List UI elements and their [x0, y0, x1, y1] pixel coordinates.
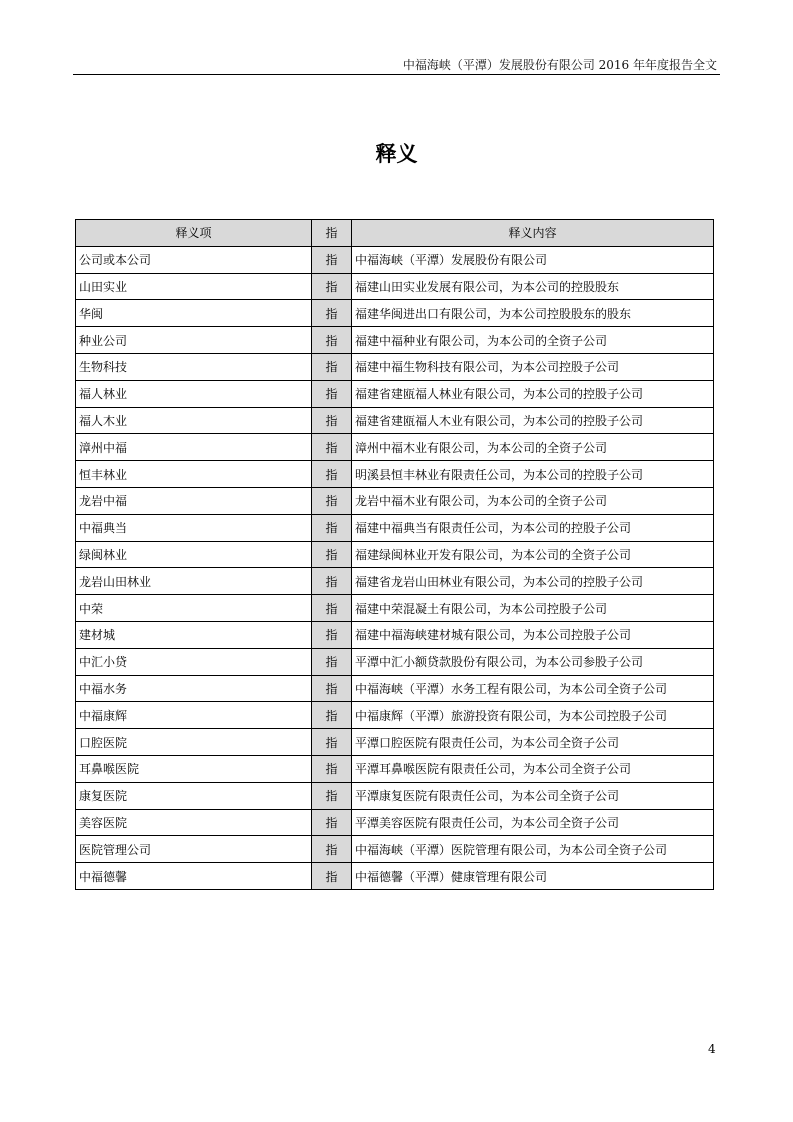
- term-cell: 漳州中福: [76, 434, 312, 461]
- term-cell: 中福典当: [76, 514, 312, 541]
- ref-cell: 指: [312, 809, 352, 836]
- term-cell: 美容医院: [76, 809, 312, 836]
- header-divider: [73, 74, 720, 75]
- definitions-table: [75, 219, 714, 890]
- ref-cell: 指: [312, 782, 352, 809]
- definition-cell: 福建中荣混凝土有限公司，为本公司控股子公司: [352, 595, 714, 622]
- ref-cell: 指: [312, 568, 352, 595]
- term-cell: 华闽: [76, 300, 312, 327]
- header-ref: 指: [312, 220, 352, 247]
- term-cell: 山田实业: [76, 273, 312, 300]
- term-cell: 康复医院: [76, 782, 312, 809]
- term-cell: 口腔医院: [76, 729, 312, 756]
- ref-cell: 指: [312, 702, 352, 729]
- definition-cell: 中福海峡（平潭）医院管理有限公司，为本公司全资子公司: [352, 836, 714, 863]
- term-cell: 建材城: [76, 621, 312, 648]
- table-row: [76, 863, 714, 890]
- ref-cell: 指: [312, 755, 352, 782]
- term-cell: 福人木业: [76, 407, 312, 434]
- term-cell: 中福康辉: [76, 702, 312, 729]
- table-row: [76, 434, 714, 461]
- ref-cell: 指: [312, 621, 352, 648]
- term-cell: 生物科技: [76, 353, 312, 380]
- definition-cell: 福建山田实业发展有限公司，为本公司的控股股东: [352, 273, 714, 300]
- term-cell: 中荣: [76, 595, 312, 622]
- table-row: [76, 782, 714, 809]
- table-row: [76, 514, 714, 541]
- definition-cell: 龙岩中福木业有限公司，为本公司的全资子公司: [352, 487, 714, 514]
- definition-cell: 福建华闽进出口有限公司，为本公司控股股东的股东: [352, 300, 714, 327]
- ref-cell: 指: [312, 380, 352, 407]
- ref-cell: 指: [312, 729, 352, 756]
- definition-cell: 平潭耳鼻喉医院有限责任公司，为本公司全资子公司: [352, 755, 714, 782]
- ref-cell: 指: [312, 487, 352, 514]
- table-row: [76, 755, 714, 782]
- table-row: [76, 327, 714, 354]
- table-row: [76, 461, 714, 488]
- definition-cell: 福建省建瓯福人木业有限公司，为本公司的控股子公司: [352, 407, 714, 434]
- definition-cell: 福建中福生物科技有限公司，为本公司控股子公司: [352, 353, 714, 380]
- definition-cell: 福建绿闽林业开发有限公司，为本公司的全资子公司: [352, 541, 714, 568]
- header-term: 释义项: [76, 220, 312, 247]
- table-row: [76, 300, 714, 327]
- ref-cell: 指: [312, 407, 352, 434]
- definition-cell: 福建省建瓯福人林业有限公司，为本公司的控股子公司: [352, 380, 714, 407]
- table-row: [76, 648, 714, 675]
- term-cell: 中福德馨: [76, 863, 312, 890]
- term-cell: 耳鼻喉医院: [76, 755, 312, 782]
- definition-cell: 平潭康复医院有限责任公司，为本公司全资子公司: [352, 782, 714, 809]
- definition-cell: 平潭美容医院有限责任公司，为本公司全资子公司: [352, 809, 714, 836]
- term-cell: 中福水务: [76, 675, 312, 702]
- definition-cell: 漳州中福木业有限公司，为本公司的全资子公司: [352, 434, 714, 461]
- running-header: 中福海峡（平潭）发展股份有限公司 2016 年年度报告全文: [402, 58, 717, 72]
- table-row: [76, 273, 714, 300]
- term-cell: 龙岩中福: [76, 487, 312, 514]
- table-row: [76, 541, 714, 568]
- ref-cell: 指: [312, 327, 352, 354]
- term-cell: 恒丰林业: [76, 461, 312, 488]
- term-cell: 龙岩山田林业: [76, 568, 312, 595]
- term-cell: 种业公司: [76, 327, 312, 354]
- definition-cell: 平潭中汇小额贷款股份有限公司，为本公司参股子公司: [352, 648, 714, 675]
- definition-cell: 福建中福典当有限责任公司，为本公司的控股子公司: [352, 514, 714, 541]
- ref-cell: 指: [312, 836, 352, 863]
- table-row: [76, 246, 714, 273]
- table-row: [76, 621, 714, 648]
- table-row: [76, 595, 714, 622]
- page-title: 释义: [375, 141, 418, 166]
- table-row: [76, 407, 714, 434]
- term-cell: 医院管理公司: [76, 836, 312, 863]
- definition-cell: 福建中福种业有限公司，为本公司的全资子公司: [352, 327, 714, 354]
- table-row: [76, 353, 714, 380]
- term-cell: 中汇小贷: [76, 648, 312, 675]
- ref-cell: 指: [312, 541, 352, 568]
- definition-cell: 中福德馨（平潭）健康管理有限公司: [352, 863, 714, 890]
- ref-cell: 指: [312, 273, 352, 300]
- definition-cell: 中福海峡（平潭）发展股份有限公司: [352, 246, 714, 273]
- ref-cell: 指: [312, 246, 352, 273]
- table-row: [76, 675, 714, 702]
- ref-cell: 指: [312, 648, 352, 675]
- table-header-row: [76, 220, 714, 247]
- ref-cell: 指: [312, 300, 352, 327]
- ref-cell: 指: [312, 434, 352, 461]
- table-row: [76, 702, 714, 729]
- term-cell: 绿闽林业: [76, 541, 312, 568]
- term-cell: 福人林业: [76, 380, 312, 407]
- table-row: [76, 487, 714, 514]
- table-row: [76, 380, 714, 407]
- table-row: [76, 836, 714, 863]
- definition-cell: 福建中福海峡建材城有限公司，为本公司控股子公司: [352, 621, 714, 648]
- table-row: [76, 568, 714, 595]
- definition-cell: 福建省龙岩山田林业有限公司，为本公司的控股子公司: [352, 568, 714, 595]
- ref-cell: 指: [312, 461, 352, 488]
- ref-cell: 指: [312, 595, 352, 622]
- definition-cell: 平潭口腔医院有限责任公司，为本公司全资子公司: [352, 729, 714, 756]
- table-row: [76, 809, 714, 836]
- ref-cell: 指: [312, 675, 352, 702]
- term-cell: 公司或本公司: [76, 246, 312, 273]
- definition-cell: 中福康辉（平潭）旅游投资有限公司，为本公司控股子公司: [352, 702, 714, 729]
- ref-cell: 指: [312, 514, 352, 541]
- page-number: 4: [708, 1042, 716, 1056]
- definition-cell: 明溪县恒丰林业有限责任公司，为本公司的控股子公司: [352, 461, 714, 488]
- ref-cell: 指: [312, 863, 352, 890]
- header-definition: 释义内容: [352, 220, 714, 247]
- ref-cell: 指: [312, 353, 352, 380]
- definition-cell: 中福海峡（平潭）水务工程有限公司，为本公司全资子公司: [352, 675, 714, 702]
- table-row: [76, 729, 714, 756]
